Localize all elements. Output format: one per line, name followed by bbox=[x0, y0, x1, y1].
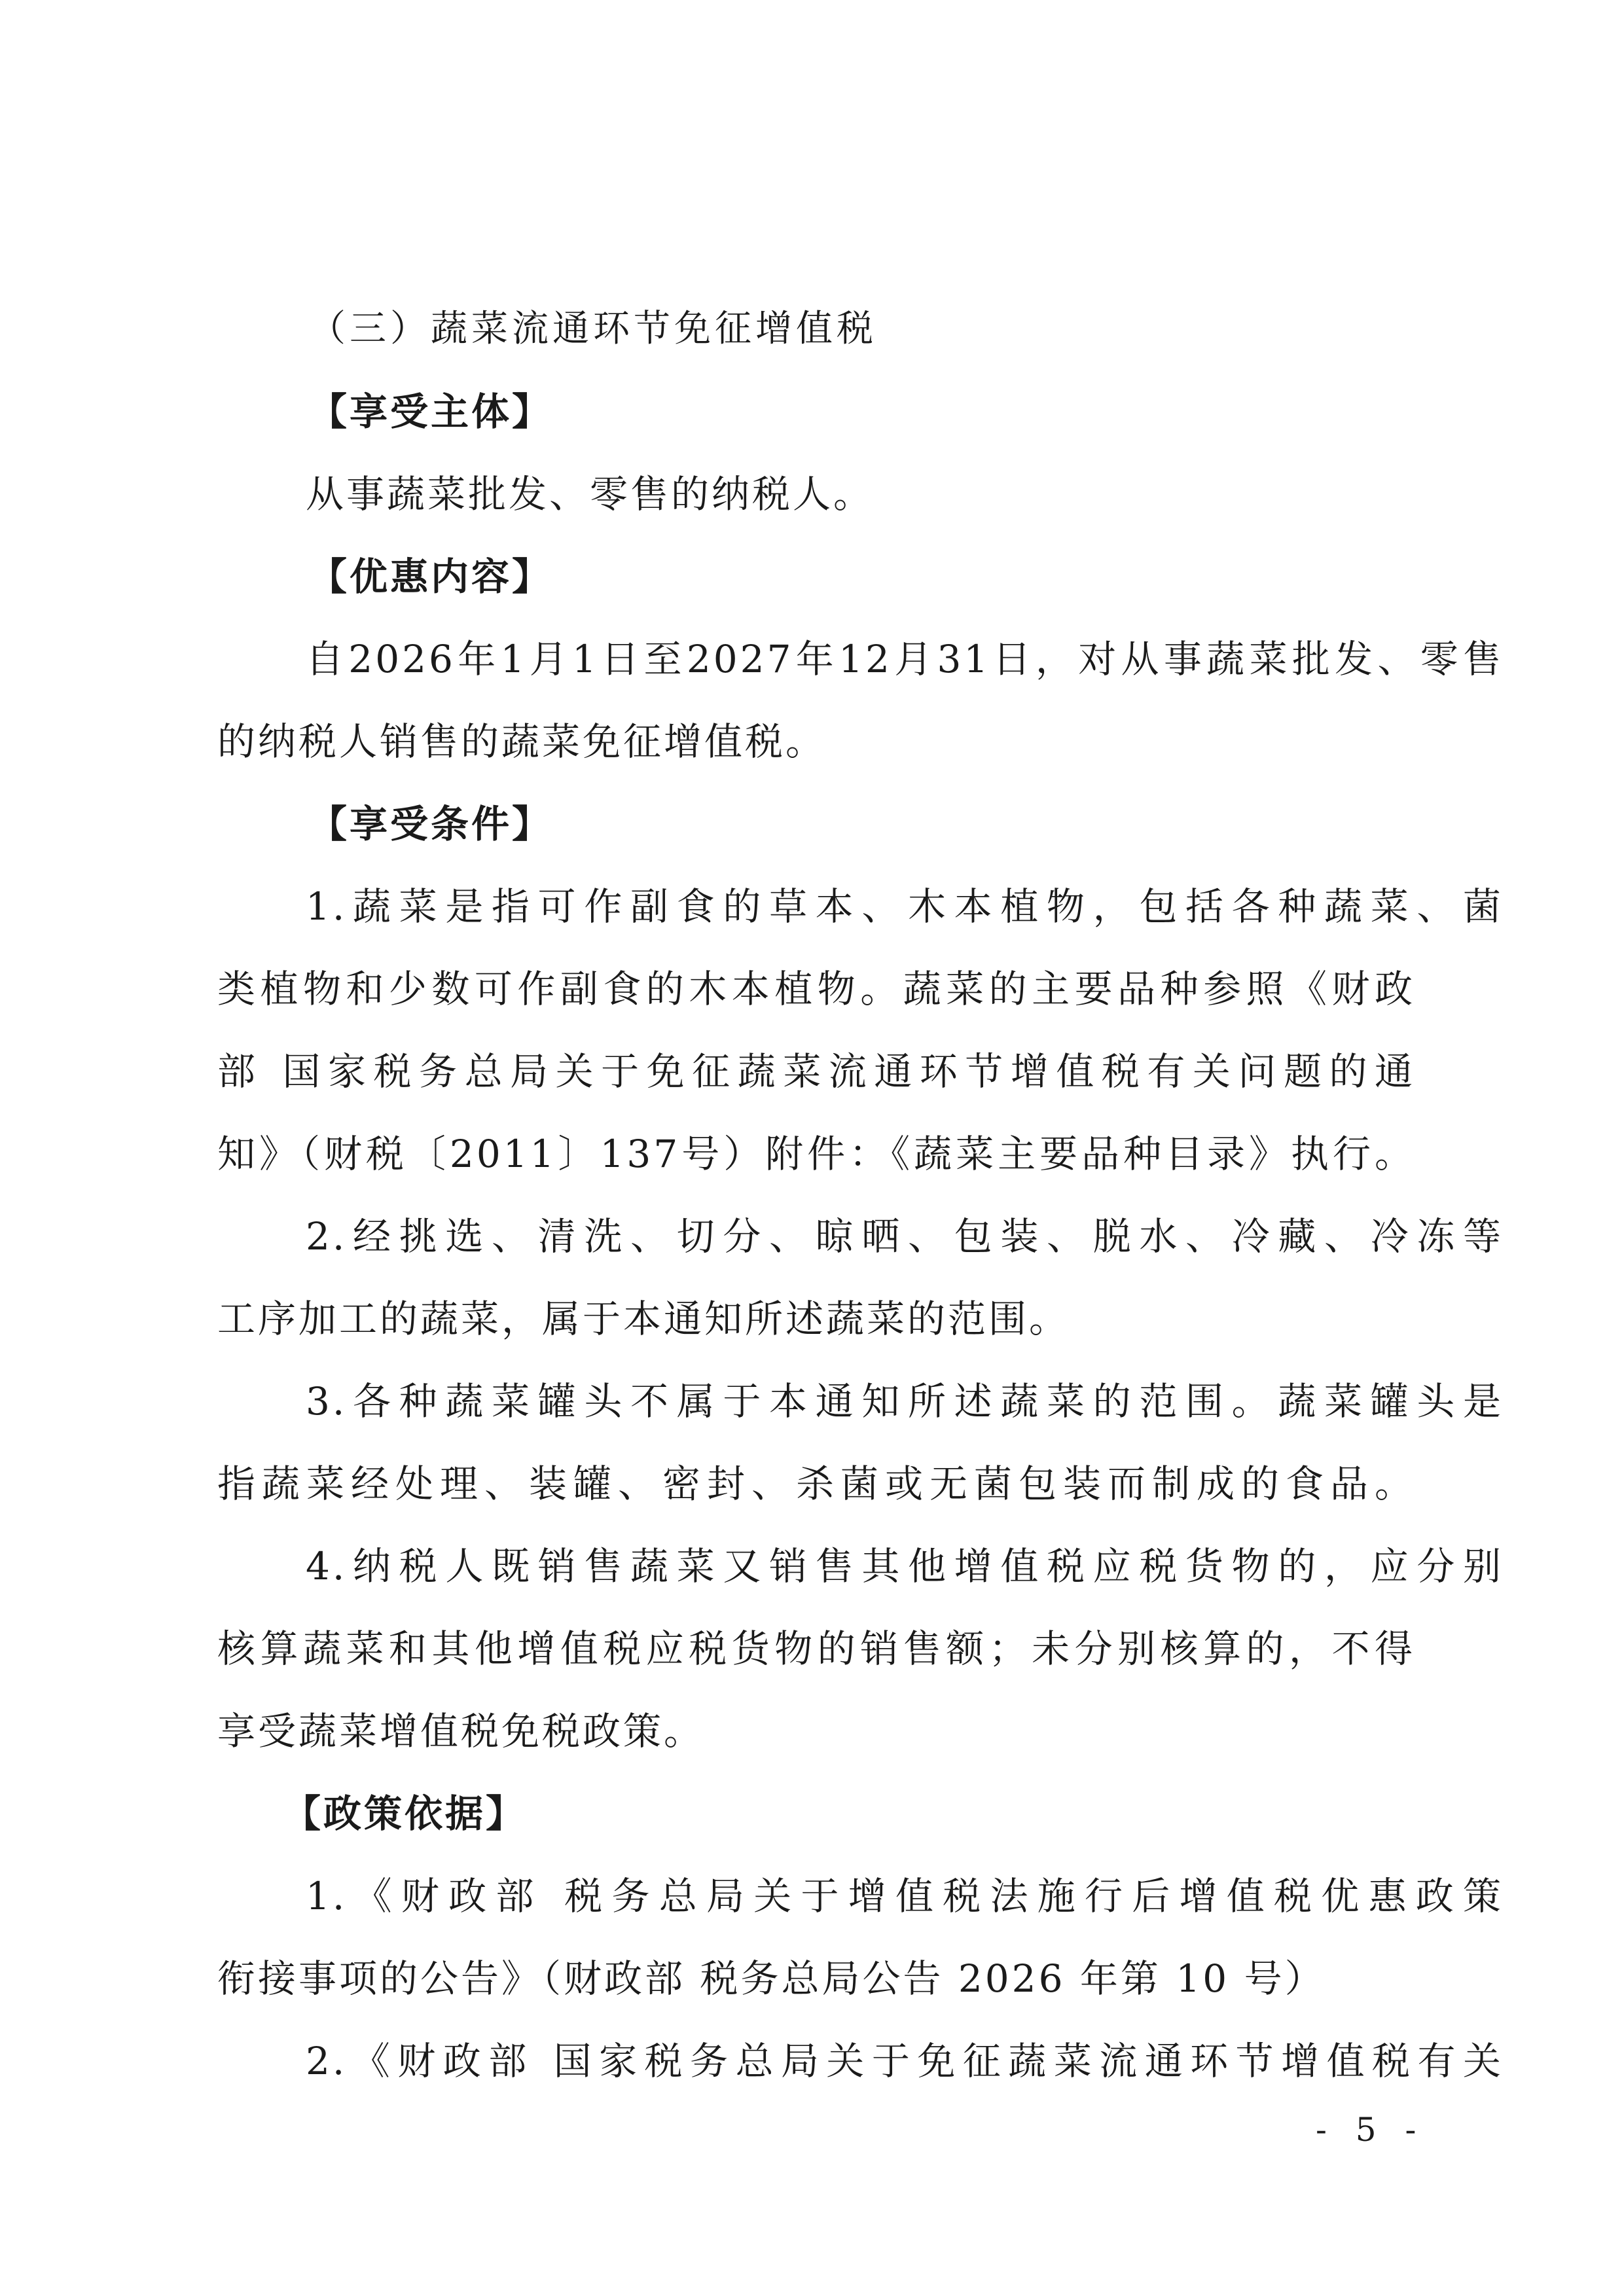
condition-line: 工序加工的蔬菜，属于本通知所述蔬菜的范围。 bbox=[217, 1297, 1070, 1341]
page-number: - 5 - bbox=[1316, 2111, 1426, 2149]
condition-line: 3.各种蔬菜罐头不属于本通知所述蔬菜的范围。蔬菜罐头是 bbox=[306, 1379, 1504, 1424]
condition-line: 4.纳税人既销售蔬菜又销售其他增值税应税货物的，应分别 bbox=[306, 1544, 1504, 1588]
condition-line: 享受蔬菜增值税免税政策。 bbox=[217, 1709, 705, 1753]
condition-line: 知》（财税〔2011〕137号）附件：《蔬菜主要品种目录》执行。 bbox=[217, 1132, 1415, 1176]
document-body bbox=[217, 288, 1504, 2102]
condition-line: 1.蔬菜是指可作副食的草本、木本植物，包括各种蔬菜、菌 bbox=[306, 884, 1504, 929]
basis-line: 衔接事项的公告》（财政部 税务总局公告 2026 年第 10 号） bbox=[217, 1956, 1326, 2001]
condition-line: 2.经挑选、清洗、切分、晾晒、包装、脱水、冷藏、冷冻等 bbox=[306, 1214, 1504, 1259]
condition-line: 部 国家税务总局关于免征蔬菜流通环节增值税有关问题的通 bbox=[217, 1049, 1415, 1094]
beneficiary-text: 从事蔬菜批发、零售的纳税人。 bbox=[306, 472, 875, 516]
basis-label: 【政策依据】 bbox=[283, 1791, 527, 1836]
basis-line: 1.《财政部 税务总局关于增值税法施行后增值税优惠政策 bbox=[306, 1874, 1504, 1918]
beneficiary-label: 【享受主体】 bbox=[309, 389, 553, 434]
content-label: 【优惠内容】 bbox=[309, 554, 553, 599]
basis-line: 2.《财政部 国家税务总局关于免征蔬菜流通环节增值税有关 bbox=[306, 2039, 1504, 2083]
condition-line: 指蔬菜经处理、装罐、密封、杀菌或无菌包装而制成的食品。 bbox=[217, 1462, 1415, 1506]
condition-line: 类植物和少数可作副食的木本植物。蔬菜的主要品种参照《财政 bbox=[217, 967, 1415, 1011]
section-title: （三）蔬菜流通环节免征增值税 bbox=[309, 308, 877, 350]
condition-line: 核算蔬菜和其他增值税应税货物的销售额；未分别核算的，不得 bbox=[217, 1626, 1415, 1671]
content-line: 自2026年1月1日至2027年12月31日，对从事蔬菜批发、零售 bbox=[306, 637, 1504, 681]
content-line: 的纳税人销售的蔬菜免征增值税。 bbox=[217, 719, 827, 764]
conditions-label: 【享受条件】 bbox=[309, 802, 553, 846]
